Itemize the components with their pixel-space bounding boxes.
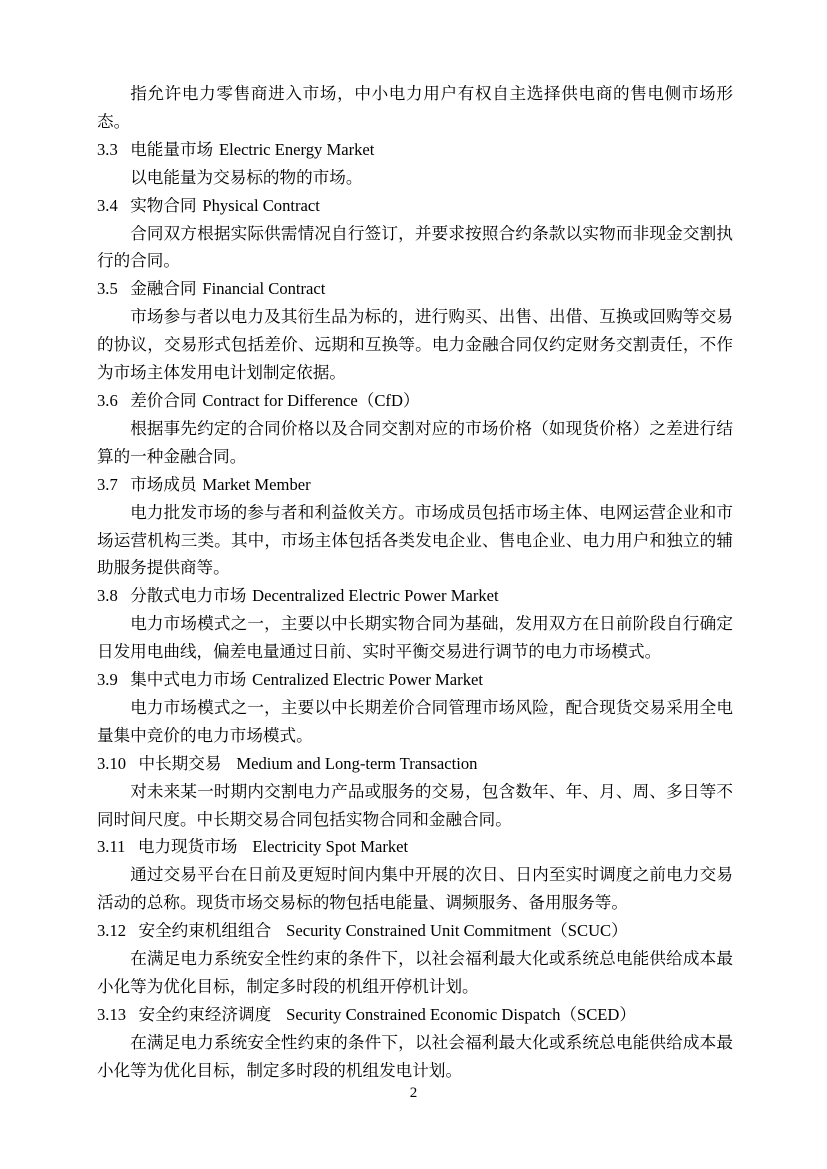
- paragraph: 在满足电力系统安全性约束的条件下，以社会福利最大化或系统总电能供给成本最小化等为优化目标，制定多时段的机组开停机计划。: [97, 949, 733, 996]
- section-title-cn: 中长期交易: [138, 753, 222, 773]
- paragraph: 在满足电力系统安全性约束的条件下，以社会福利最大化或系统总电能供给成本最小化等为优化目标，制定多时段的机组发电计划。: [97, 1032, 733, 1080]
- paragraph: 电力市场模式之一，主要以中长期实物合同为基础，发用双方在日前阶段自行确定日发用电曲线，偏差电量通过日前、实时平衡交易进行调节的电力市场模式。: [97, 614, 733, 662]
- section-title-en: Security Constrained Unit Commitment（SCUC）: [286, 921, 628, 941]
- section-heading: [97, 917, 733, 945]
- section-title-en: Centralized Electric Power Market: [252, 670, 483, 690]
- paragraph: 对未来某一时期内交割电力产品或服务的交易，包含数年、年、月、周、多日等不同时间尺度。中长期交易合同包括实物合同和金融合同。: [97, 781, 733, 829]
- paragraph: 以电能量为交易标的物的市场。: [130, 167, 363, 187]
- section-heading: [97, 582, 733, 610]
- section-number: 3.9: [97, 670, 118, 690]
- section-title-en: Market Member: [202, 474, 311, 494]
- section-heading: [97, 666, 733, 694]
- section-heading: [97, 275, 733, 303]
- section-number: 3.10: [97, 753, 127, 773]
- section-number: 3.7: [97, 474, 118, 494]
- section-title-cn: 安全约束机组组合: [138, 921, 272, 941]
- section-number: 3.6: [97, 390, 118, 410]
- section-title-en: Financial Contract: [202, 279, 326, 299]
- section-title-en: Contract for Difference（CfD）: [202, 390, 420, 410]
- section-title-en: Security Constrained Economic Dispatch（SCED）: [286, 1004, 636, 1024]
- section-number: 3.3: [97, 139, 118, 159]
- section-title-cn: 市场成员: [130, 474, 197, 494]
- paragraph: 电力市场模式之一，主要以中长期差价合同管理市场风险，配合现货交易采用全电量集中竞价的电力市场模式。: [97, 697, 733, 745]
- section-title-cn: 差价合同: [130, 390, 197, 410]
- section-title-en: Electric Energy Market: [218, 139, 375, 159]
- section-heading: [97, 192, 733, 220]
- document-content: [97, 80, 733, 1085]
- section-title-cn: 实物合同: [130, 195, 197, 215]
- section-number: 3.5: [97, 279, 118, 299]
- section-heading: [97, 136, 733, 164]
- section-title-en: Medium and Long-term Transaction: [236, 753, 478, 773]
- section-title-cn: 安全约束经济调度: [138, 1004, 272, 1024]
- section-number: 3.11: [97, 837, 126, 857]
- section-title-cn: 集中式电力市场: [130, 670, 247, 690]
- section-number: 3.13: [97, 1004, 127, 1024]
- paragraph: 通过交易平台在日前及更短时间内集中开展的次日、日内至实时调度之前电力交易活动的总称。现货市场交易标的物包括电能量、调频服务、备用服务等。: [97, 865, 733, 913]
- section-heading: [97, 833, 733, 861]
- section-title-en: Electricity Spot Market: [252, 837, 409, 857]
- section-heading: [97, 750, 733, 778]
- section-number: 3.12: [97, 921, 127, 941]
- page-number: 2: [409, 1085, 418, 1101]
- paragraph: 根据事先约定的合同价格以及合同交割对应的市场价格（如现货价格）之差进行结算的一种金融合同。: [97, 418, 733, 466]
- section-heading: [97, 387, 733, 415]
- section-title-cn: 电能量市场: [130, 139, 214, 159]
- section-title-en: Physical Contract: [202, 195, 320, 215]
- paragraph: 合同双方根据实际供需情况自行签订，并要求按照合约条款以实物而非现金交割执行的合同。: [97, 223, 733, 271]
- section-heading: [97, 471, 733, 499]
- paragraph: 电力批发市场的参与者和利益攸关方。市场成员包括市场主体、电网运营企业和市场运营机构三类。其中，市场主体包括各类发电企业、售电企业、电力用户和独立的辅助服务提供商等。: [97, 502, 733, 578]
- section-title-en: Decentralized Electric Power Market: [252, 586, 499, 606]
- paragraph: 市场参与者以电力及其衍生品为标的，进行购买、出售、出借、互换或回购等交易的协议，交易形式包括差价、远期和互换等。电力金融合同仅约定财务交割责任，不作为市场主体发用电计划制定依据。: [97, 307, 733, 383]
- section-heading: [97, 1001, 733, 1029]
- section-number: 3.4: [97, 195, 118, 215]
- paragraph: 指允许电力零售商进入市场，中小电力用户有权自主选择供电商的售电侧市场形态。: [97, 84, 733, 131]
- section-title-cn: 金融合同: [130, 279, 197, 299]
- section-title-cn: 电力现货市场: [137, 837, 238, 857]
- section-number: 3.8: [97, 586, 118, 606]
- section-title-cn: 分散式电力市场: [130, 586, 247, 606]
